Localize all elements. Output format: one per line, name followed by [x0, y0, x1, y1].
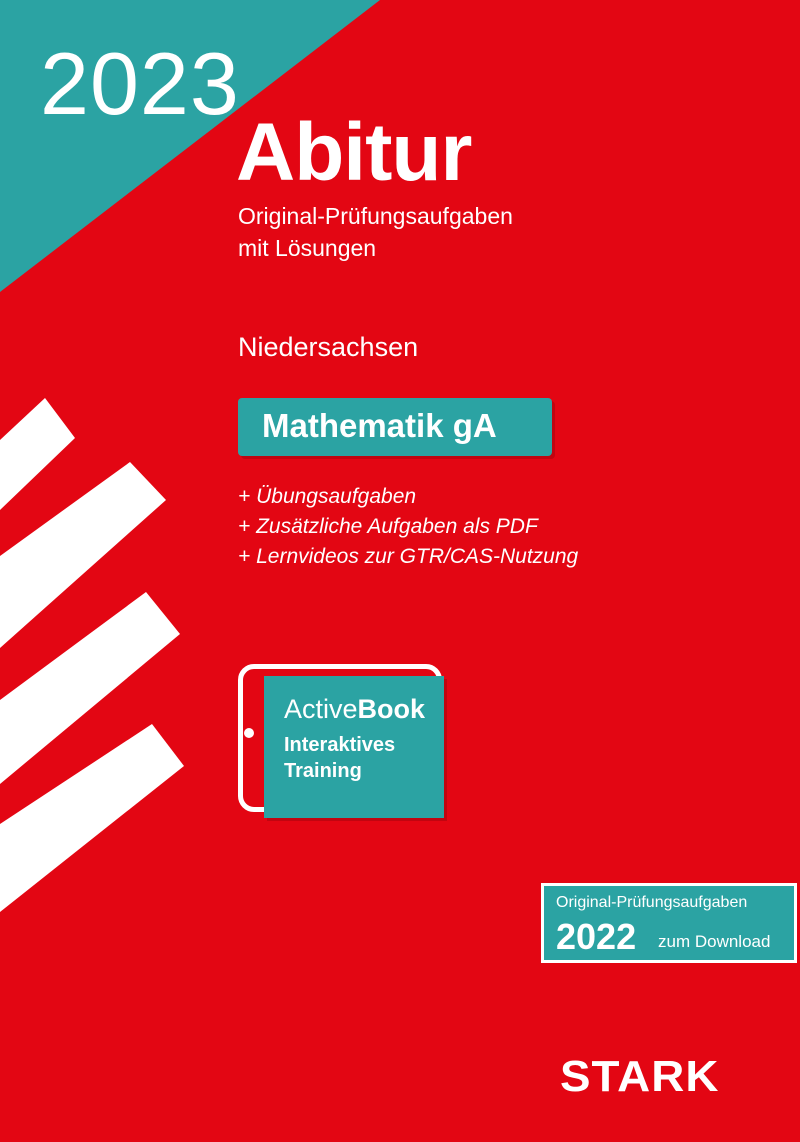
region-label: Niedersachsen: [238, 332, 419, 362]
download-box-year: 2022: [556, 916, 637, 957]
tablet-button-icon: [244, 728, 254, 738]
subject-label: Mathematik gA: [262, 407, 497, 444]
activebook-caption-line-1: Interaktives: [284, 734, 396, 756]
publisher-logo: STARK: [560, 1052, 720, 1101]
download-box-text: zum Download: [658, 932, 771, 951]
activebook-caption-line-2: Training: [284, 760, 362, 782]
book-subtitle: [238, 200, 513, 264]
download-box-heading: Original-Prüfungsaufgaben: [556, 894, 748, 911]
subtitle-line-1: Original-Prüfungsaufgaben: [238, 203, 513, 229]
extras-item: + Zusätzliche Aufgaben als PDF: [238, 515, 538, 538]
extras-item: + Übungsaufgaben: [238, 485, 417, 508]
subject-badge: [238, 398, 552, 456]
activebook-logo: [284, 694, 425, 725]
activebook-caption: [284, 732, 395, 784]
edition-year: 2023: [40, 34, 240, 133]
extras-list: [238, 482, 578, 572]
download-box: [541, 883, 797, 963]
subtitle-line-2: mit Lösungen: [238, 235, 377, 261]
activebook-screen: [264, 676, 444, 818]
activebook-prefix: Active: [284, 694, 358, 724]
book-title: Abitur: [236, 107, 472, 198]
activebook-suffix: Book: [357, 694, 426, 724]
extras-item: + Lernvideos zur GTR/CAS-Nutzung: [238, 545, 579, 568]
